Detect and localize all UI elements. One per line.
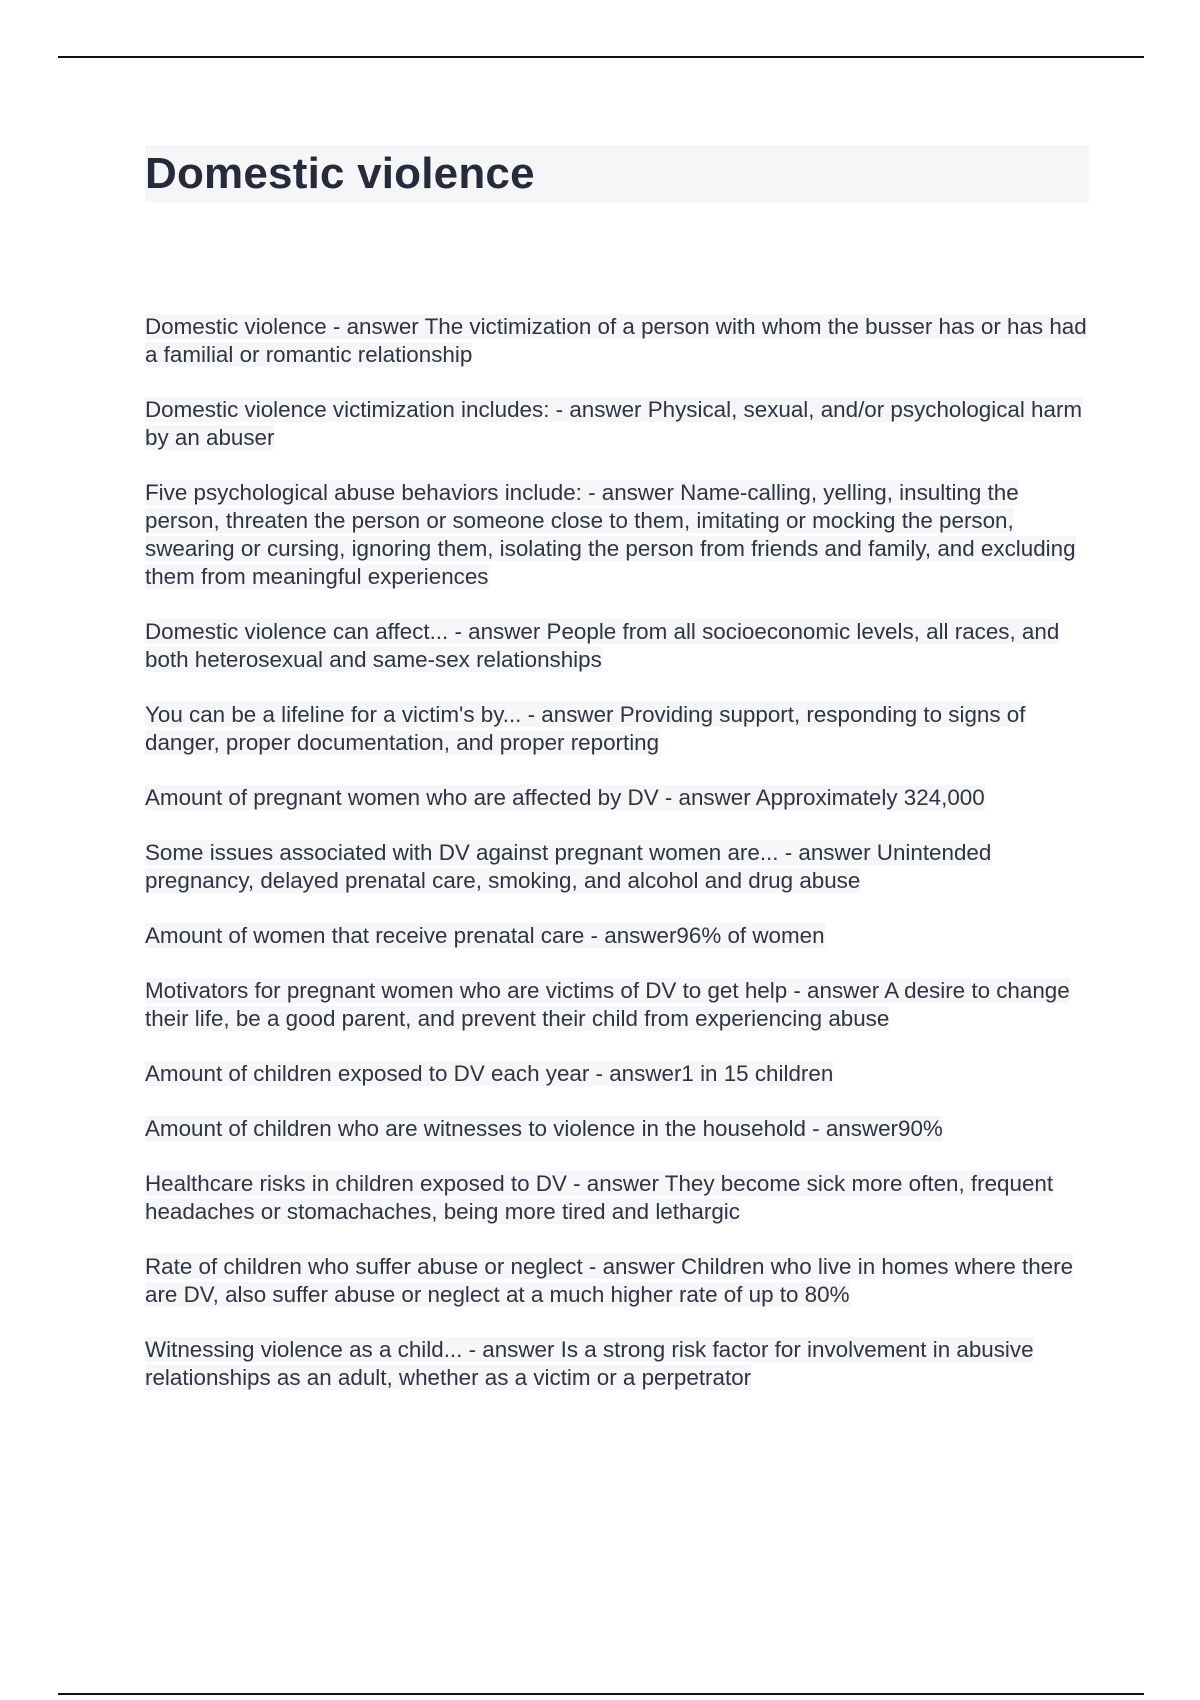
qa-text: Healthcare risks in children exposed to DV - answer They become sick more often, frequent headaches or stomachaches, being more tired and lethargic <box>145 1171 1054 1224</box>
qa-item <box>145 1253 1089 1309</box>
qa-item <box>145 313 1089 369</box>
bottom-divider <box>58 1693 1144 1695</box>
qa-text: Rate of children who suffer abuse or neglect - answer Children who live in homes where there are DV, also suffer abuse or neglect at a much higher rate of up to 80% <box>145 1254 1074 1307</box>
qa-text: Amount of women that receive prenatal care - answer96% of women <box>145 923 825 948</box>
qa-text: Witnessing violence as a child... - answer Is a strong risk factor for involvement in abusive relationships as an adult, whether as a victim or a perpetrator <box>145 1337 1034 1390</box>
page-title: Domestic violence <box>145 149 535 198</box>
qa-text: Domestic violence victimization includes: - answer Physical, sexual, and/or psychological harm by an abuser <box>145 397 1083 450</box>
qa-item <box>145 701 1089 757</box>
qa-item <box>145 922 1089 950</box>
qa-text: Amount of children who are witnesses to violence in the household - answer90% <box>145 1116 943 1141</box>
top-divider <box>58 56 1144 58</box>
qa-item <box>145 618 1089 674</box>
qa-text: Five psychological abuse behaviors include: - answer Name-calling, yelling, insulting the person, threaten the person or someone close to them, imitating or mocking the person, swearing or cursing, ignoring them, isolating the person from friends and family, and excluding them from meaningful experiences <box>145 480 1076 589</box>
title-block <box>145 145 1089 202</box>
qa-item <box>145 784 1089 812</box>
qa-item <box>145 1115 1089 1143</box>
qa-text: Motivators for pregnant women who are victims of DV to get help - answer A desire to change their life, be a good parent, and prevent their child from experiencing abuse <box>145 978 1070 1031</box>
qa-item <box>145 1060 1089 1088</box>
qa-text: Some issues associated with DV against pregnant women are... - answer Unintended pregnancy, delayed prenatal care, smoking, and alcohol and drug abuse <box>145 840 992 893</box>
qa-item <box>145 396 1089 452</box>
qa-text: Amount of pregnant women who are affected by DV - answer Approximately 324,000 <box>145 785 985 810</box>
qa-item <box>145 977 1089 1033</box>
qa-list <box>145 313 1089 1419</box>
qa-item <box>145 1336 1089 1392</box>
qa-text: Amount of children exposed to DV each year - answer1 in 15 children <box>145 1061 834 1086</box>
qa-text: You can be a lifeline for a victim's by... - answer Providing support, responding to signs of danger, proper documentation, and proper reporting <box>145 702 1026 755</box>
qa-text: Domestic violence - answer The victimization of a person with whom the busser has or has had a familial or romantic relationship <box>145 314 1087 367</box>
qa-text: Domestic violence can affect... - answer People from all socioeconomic levels, all races, and both heterosexual and same-sex relationships <box>145 619 1060 672</box>
qa-item <box>145 479 1089 591</box>
qa-item <box>145 839 1089 895</box>
qa-item <box>145 1170 1089 1226</box>
